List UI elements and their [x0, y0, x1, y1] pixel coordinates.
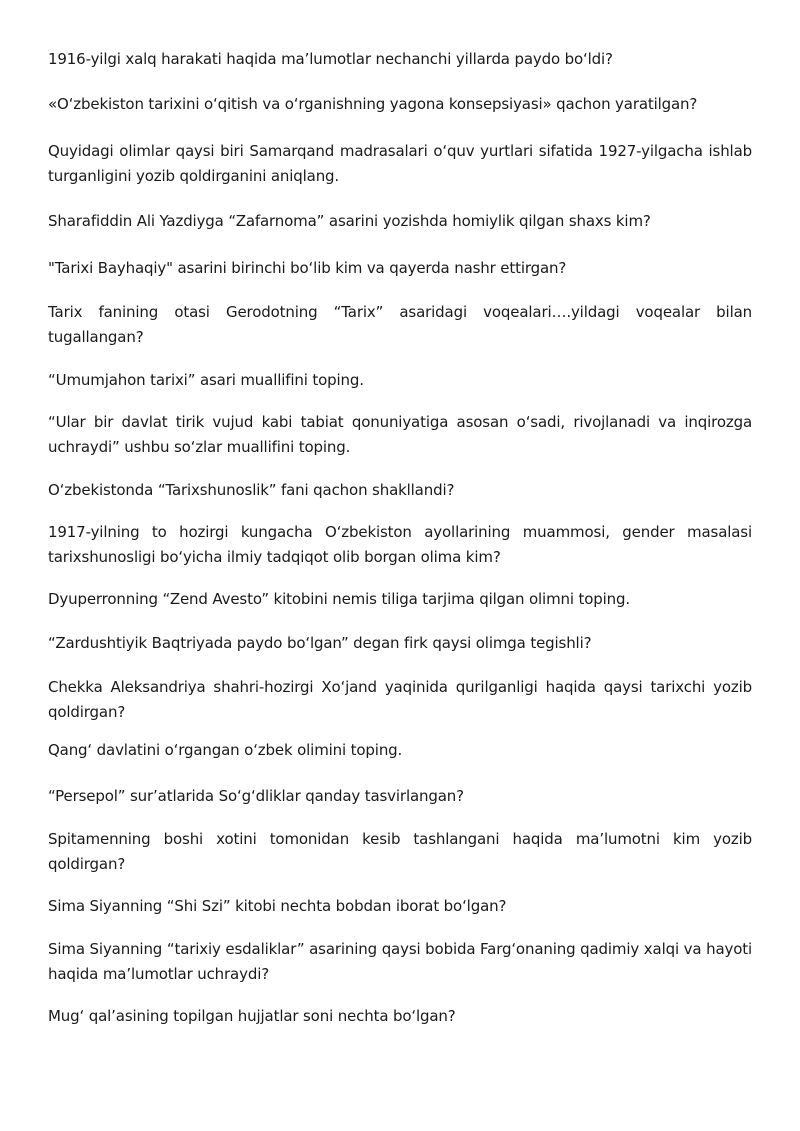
question-13: Chekka Aleksandriya shahri-hozirgi Xo‘jand yaqinida qurilganligi haqida qaysi tarixchi yozib qoldirgan? [48, 678, 752, 721]
question-4: Sharafiddin Ali Yazdiyga “Zafarnoma” asarini yozishda homiylik qilgan shaxs kim? [48, 212, 651, 230]
question-10: 1917-yilning to hozirgi kungacha O‘zbekiston ayollarining muammosi, gender masalasi tarixshunosligi bo‘yicha ilmiy tadqiqot olib borgan olima kim? [48, 523, 752, 566]
question-9: O‘zbekistonda “Tarixshunoslik” fani qachon shakllandi? [48, 481, 455, 499]
question-3: Quyidagi olimlar qaysi biri Samarqand madrasalari o‘quv yurtlari sifatida 1927-yilgacha ishlab turganligini yozib qoldirganini aniqlang. [48, 142, 752, 185]
question-15: “Persepol” sur’atlarida So‘g‘dliklar qanday tasvirlangan? [48, 787, 464, 805]
question-7: “Umumjahon tarixi” asari muallifini toping. [48, 371, 364, 389]
question-11: Dyuperronning “Zend Avesto” kitobini nemis tiliga tarjima qilgan olimni toping. [48, 590, 631, 608]
question-16: Spitamenning boshi xotini tomonidan kesib tashlangani haqida ma’lumotni kim yozib qoldirgan? [48, 830, 752, 873]
question-12: “Zardushtiyik Baqtriyada paydo bo‘lgan” degan firk qaysi olimga tegishli? [48, 634, 592, 652]
question-19: Mug‘ qal’asining topilgan hujjatlar soni nechta bo‘lgan? [48, 1007, 456, 1025]
question-14: Qang‘ davlatini o‘rgangan o‘zbek olimini toping. [48, 741, 403, 759]
question-5: "Tarixi Bayhaqiy" asarini birinchi bo‘lib kim va qayerda nashr ettirgan? [48, 259, 567, 277]
question-8: “Ular bir davlat tirik vujud kabi tabiat qonuniyatiga asosan o‘sadi, rivojlanadi va inqirozga uchraydi” ushbu so‘zlar muallifini toping. [48, 413, 752, 456]
question-6: Tarix fanining otasi Gerodotning “Tarix” asaridagi voqealari….yildagi voqealar bilan tugallangan? [48, 303, 752, 346]
question-18: Sima Siyanning “tarixiy esdaliklar” asarining qaysi bobida Farg‘onaning qadimiy xalqi va hayoti haqida ma’lumotlar uchraydi? [48, 940, 752, 983]
question-17: Sima Siyanning “Shi Szi” kitobi nechta bobdan iborat bo‘lgan? [48, 897, 507, 915]
question-1: 1916-yilgi xalq harakati haqida ma’lumotlar nechanchi yillarda paydo bo‘ldi? [48, 50, 613, 68]
question-2: «O‘zbekiston tarixini o‘qitish va o‘rganishning yagona konsepsiyasi» qachon yaratilgan? [48, 95, 698, 113]
